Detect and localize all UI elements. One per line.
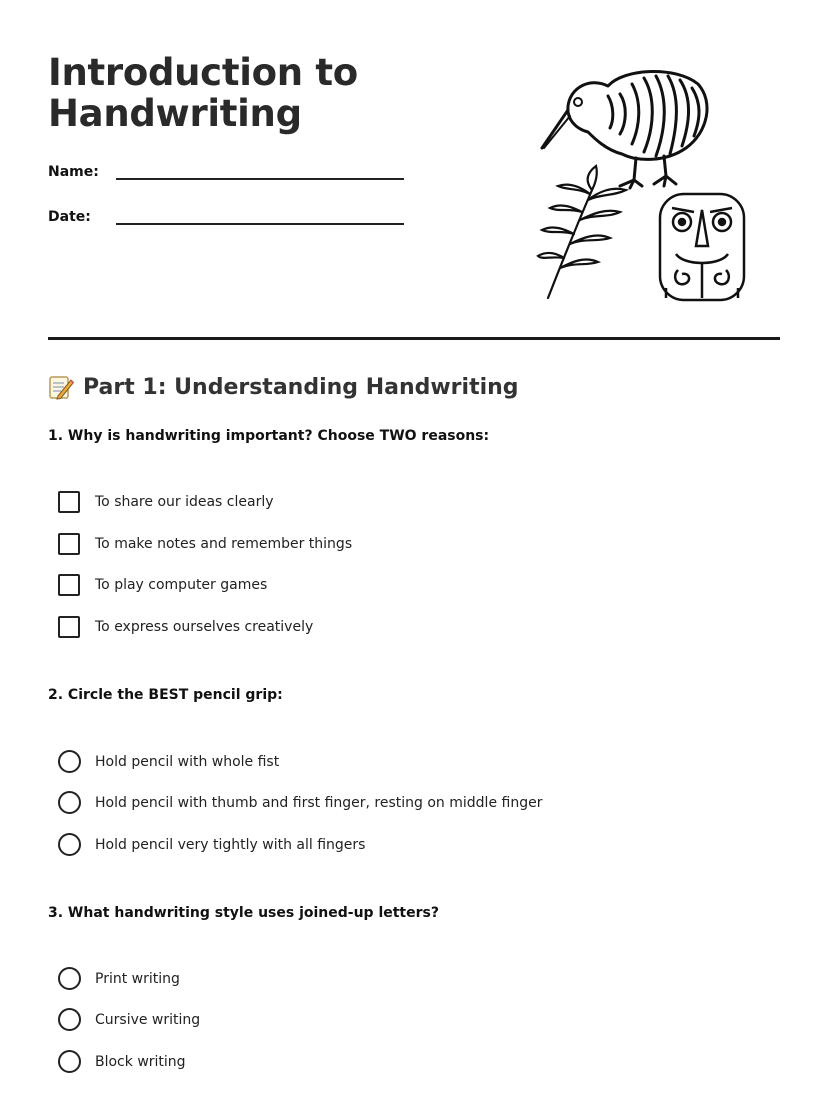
q2-option-2[interactable] xyxy=(58,791,542,814)
tiki-mask-icon xyxy=(660,194,744,300)
checkbox[interactable] xyxy=(58,574,80,596)
radio-circle[interactable] xyxy=(58,833,81,856)
section-divider xyxy=(48,337,780,340)
section-title xyxy=(48,374,519,400)
option-label: Print writing xyxy=(95,970,180,987)
option-label: Cursive writing xyxy=(95,1011,201,1028)
title-line-1: Introduction to xyxy=(48,51,358,94)
option-label: To make notes and remember things xyxy=(95,536,353,552)
option-label: Block writing xyxy=(95,1053,186,1070)
name-label: Name: xyxy=(48,164,99,180)
kiwi-bird-icon xyxy=(542,71,707,188)
q1-option-1[interactable] xyxy=(58,491,274,513)
q1-option-3[interactable] xyxy=(58,574,267,596)
checkbox[interactable] xyxy=(58,616,80,638)
q3-option-3[interactable] xyxy=(58,1050,186,1073)
name-field xyxy=(48,162,404,180)
fern-icon xyxy=(538,166,626,298)
q2-option-1[interactable] xyxy=(58,750,279,773)
option-label: To express ourselves creatively xyxy=(95,619,314,635)
illustration-group xyxy=(536,62,756,308)
option-label: To share our ideas clearly xyxy=(95,494,274,510)
q2-option-3[interactable] xyxy=(58,833,365,856)
question-1: 1. Why is handwriting important? Choose TWO reasons: xyxy=(48,428,490,444)
option-label: Hold pencil very tightly with all fingers xyxy=(95,836,366,853)
question-3: 3. What handwriting style uses joined-up letters? xyxy=(48,905,439,921)
title-line-2: Handwriting xyxy=(48,92,302,135)
radio-circle[interactable] xyxy=(58,750,81,773)
option-label: Hold pencil with whole fist xyxy=(95,753,280,770)
date-line[interactable] xyxy=(116,207,404,225)
q3-option-2[interactable] xyxy=(58,1008,200,1031)
section-title-text: Part 1: Understanding Handwriting xyxy=(83,374,519,400)
date-label: Date: xyxy=(48,209,91,225)
radio-circle[interactable] xyxy=(58,967,81,990)
question-2: 2. Circle the BEST pencil grip: xyxy=(48,687,283,703)
q1-option-4[interactable] xyxy=(58,616,313,638)
q1-option-2[interactable] xyxy=(58,533,352,555)
option-label: Hold pencil with thumb and first finger, resting on middle finger xyxy=(95,794,543,811)
radio-circle[interactable] xyxy=(58,1008,81,1031)
page-title xyxy=(48,52,508,134)
memo-icon xyxy=(48,374,74,400)
name-line[interactable] xyxy=(116,162,404,180)
date-field xyxy=(48,207,404,225)
radio-circle[interactable] xyxy=(58,791,81,814)
option-label: To play computer games xyxy=(95,577,268,593)
radio-circle[interactable] xyxy=(58,1050,81,1073)
checkbox[interactable] xyxy=(58,533,80,555)
checkbox[interactable] xyxy=(58,491,80,513)
worksheet-header xyxy=(48,51,508,225)
q3-option-1[interactable] xyxy=(58,967,180,990)
